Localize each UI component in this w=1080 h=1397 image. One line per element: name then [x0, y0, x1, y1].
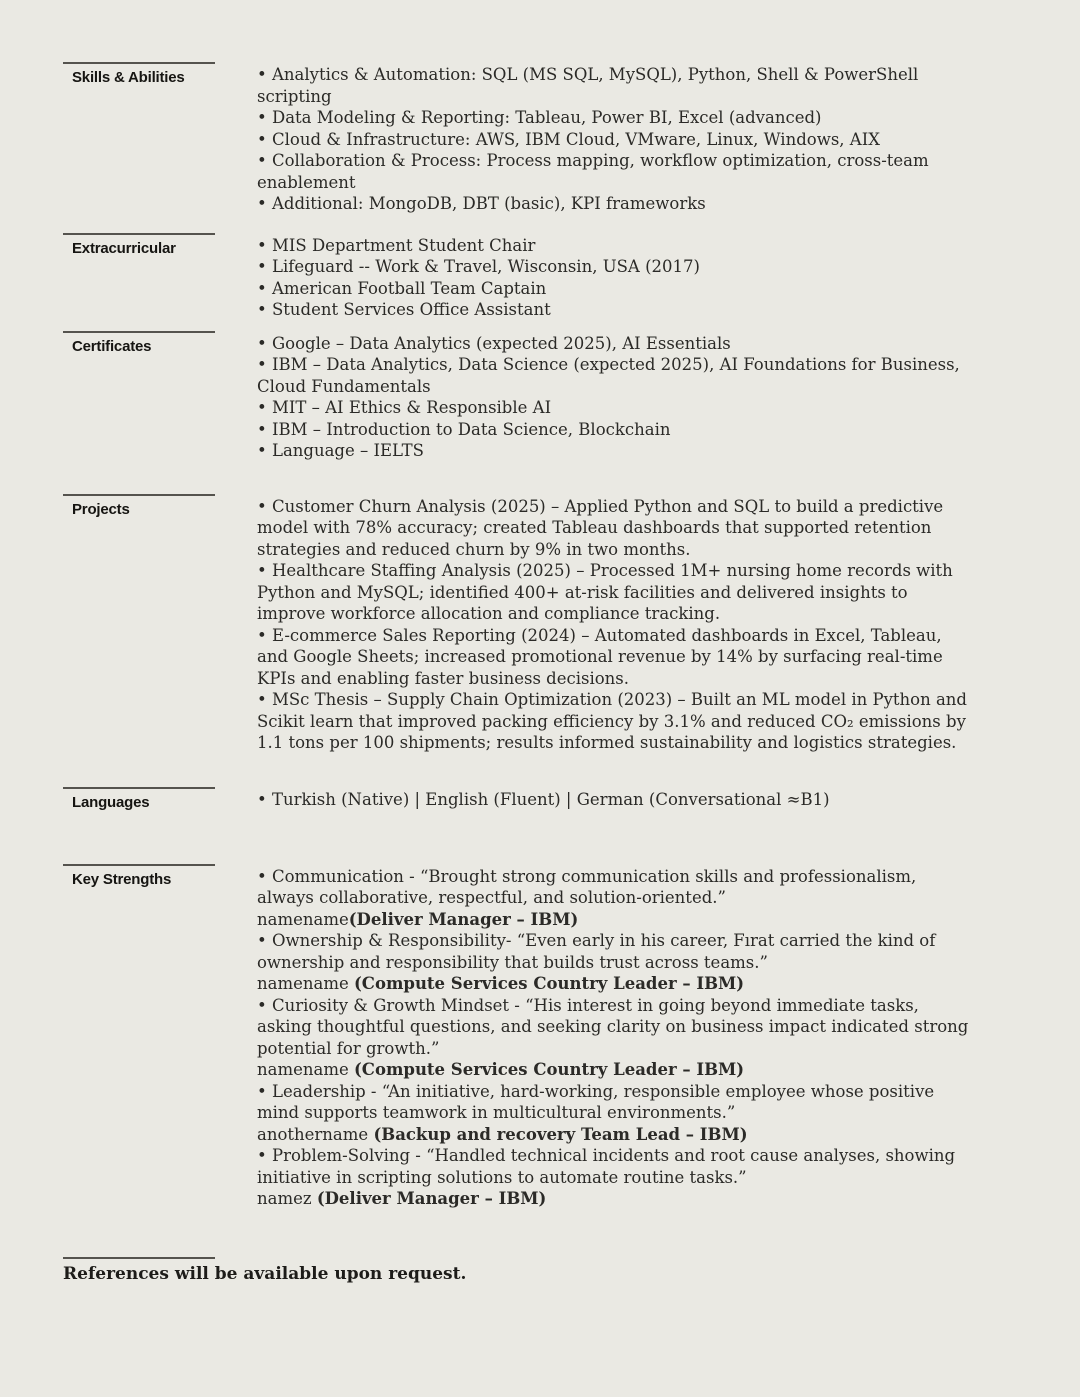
bullet-item: • MIT – AI Ethics & Responsible AI — [257, 398, 552, 417]
section-label: Extracurricular — [72, 239, 176, 257]
section-label: Key Strengths — [72, 870, 172, 888]
bullet-dot: • — [257, 625, 272, 645]
attribution-role: (Deliver Manager – IBM) — [348, 909, 579, 929]
references-rule — [63, 1257, 215, 1259]
bullet-dot: • — [257, 235, 272, 255]
section-label-column — [63, 331, 215, 356]
section-rule — [63, 787, 215, 789]
resume-section — [63, 864, 1035, 1210]
bullet-item: • Curiosity & Growth Mindset - “His interest in going beyond immediate tasks, asking thoughtful questions, and seeking clarity on business impact indicated strong potential for growth.” — [257, 995, 969, 1058]
section-content — [257, 233, 973, 321]
section-rule — [63, 233, 215, 235]
attribution-line — [257, 909, 973, 931]
attribution-name: anothername — [257, 1124, 374, 1144]
section-rule — [63, 62, 215, 64]
bullet-dot: • — [257, 441, 272, 460]
bullet-item: • MIS Department Student Chair — [257, 235, 536, 255]
attribution-role: (Compute Services Country Leader – IBM) — [354, 1060, 745, 1079]
section-content — [257, 494, 973, 754]
bullet-dot: • — [257, 300, 272, 319]
attribution-name: namez — [257, 1189, 317, 1208]
resume-section — [63, 787, 1035, 812]
resume-section — [63, 494, 1035, 754]
bullet-item: • Turkish (Native) | English (Fluent) | German (Conversational ≈B1) — [257, 789, 830, 809]
bullet-item: • Lifeguard -- Work & Travel, Wisconsin, USA (2017) — [257, 257, 700, 276]
section-label-column — [63, 864, 215, 889]
bullet-dot: • — [257, 1081, 272, 1101]
bullet-item: • Cloud & Infrastructure: AWS, IBM Cloud, VMware, Linux, Windows, AIX — [257, 129, 880, 149]
bullet-dot: • — [257, 278, 272, 298]
bullet-item: • E-commerce Sales Reporting (2024) – Automated dashboards in Excel, Tableau, and Google Sheets; increased promotional revenue by 14% by surfacing real-time KPIs and enabling faster business decisions. — [257, 625, 943, 688]
bullet-item: • Problem-Solving - “Handled technical incidents and root cause analyses, showing initiative in scripting solutions to automate routine tasks.” — [257, 1146, 956, 1187]
section-label: Skills & Abilities — [72, 69, 185, 86]
bullet-dot: • — [257, 995, 272, 1015]
section-content — [257, 864, 973, 1210]
section-rule — [63, 331, 215, 333]
bullet-item: • Communication - “Brought strong communication skills and professionalism, always collaborative, respectful, and solution-oriented.” — [257, 866, 917, 907]
resume-section — [63, 62, 1035, 215]
section-content — [257, 787, 973, 811]
section-label: Languages — [72, 793, 150, 811]
references-text: References will be available upon request. — [63, 1263, 467, 1284]
bullet-item: • Data Modeling & Reporting: Tableau, Power BI, Excel (advanced) — [257, 108, 822, 127]
attribution-line — [257, 973, 973, 995]
bullet-item: • Collaboration & Process: Process mapping, workflow optimization, cross-team enablement — [257, 151, 929, 192]
bullet-item: • Ownership & Responsibility- “Even early in his career, Fırat carried the kind of ownership and responsibility that builds trust across teams.” — [257, 931, 936, 972]
section-content — [257, 62, 973, 215]
section-rule — [63, 864, 215, 866]
attribution-line — [257, 1059, 973, 1081]
section-label-column — [63, 494, 215, 519]
bullet-dot: • — [257, 151, 272, 170]
bullet-item: • IBM – Introduction to Data Science, Blockchain — [257, 419, 671, 439]
bullet-dot: • — [257, 194, 272, 213]
bullet-item: • Google – Data Analytics (expected 2025), AI Essentials — [257, 333, 731, 353]
bullet-item: • Analytics & Automation: SQL (MS SQL, MySQL), Python, Shell & PowerShell scripting — [257, 65, 919, 106]
attribution-line — [257, 1124, 973, 1146]
bullet-dot: • — [257, 419, 272, 439]
bullet-dot: • — [257, 931, 272, 950]
bullet-item: • MSc Thesis – Supply Chain Optimization (2023) – Built an ML model in Python and Scikit learn that improved packing efficiency by 3.1% and reduced CO₂ emissions by 1.1 tons per 100 shipments; results informed sustainability and logistics strategies. — [257, 690, 967, 752]
bullet-dot: • — [257, 398, 272, 417]
bullet-item: • Customer Churn Analysis (2025) – Applied Python and SQL to build a predictive model with 78% accuracy; created Tableau dashboards that supported retention strategies and reduced churn by 9% in two months. — [257, 496, 944, 559]
attribution-name: namename — [257, 974, 354, 993]
bullet-item: • Language – IELTS — [257, 441, 424, 460]
section-label-column — [63, 787, 215, 812]
bullet-dot: • — [257, 866, 272, 886]
resume-sections — [63, 62, 1035, 1210]
resume-section — [63, 233, 1035, 321]
bullet-dot: • — [257, 355, 272, 374]
bullet-dot: • — [257, 257, 272, 276]
bullet-item: • IBM – Data Analytics, Data Science (expected 2025), AI Foundations for Business, Cloud Fundamentals — [257, 355, 960, 396]
attribution-role: (Compute Services Country Leader – IBM) — [354, 974, 745, 993]
bullet-dot: • — [257, 108, 272, 127]
bullet-item: • Student Services Office Assistant — [257, 300, 551, 319]
bullet-dot: • — [257, 690, 272, 709]
resume-section — [63, 331, 1035, 462]
bullet-item: • Leadership - “An initiative, hard-working, responsible employee whose positive mind supports teamwork in multicultural environments.” — [257, 1081, 935, 1122]
attribution-name: namename — [257, 909, 349, 929]
section-label-column — [63, 233, 215, 258]
bullet-dot: • — [257, 496, 272, 516]
section-label: Projects — [72, 500, 130, 518]
bullet-item: • Healthcare Staffing Analysis (2025) – Processed 1M+ nursing home records with Python and MySQL; identified 400+ at-risk facilities and delivered insights to improve workforce allocation and compliance tracking. — [257, 561, 953, 623]
section-label-column — [63, 62, 215, 87]
attribution-role: (Deliver Manager – IBM) — [316, 1189, 547, 1208]
bullet-item: • Additional: MongoDB, DBT (basic), KPI frameworks — [257, 194, 706, 213]
attribution-line — [257, 1188, 973, 1210]
bullet-dot: • — [257, 65, 272, 84]
attribution-name: namename — [257, 1060, 354, 1079]
bullet-dot: • — [257, 789, 272, 809]
section-label: Certificates — [72, 337, 152, 355]
attribution-role: (Backup and recovery Team Lead – IBM) — [373, 1124, 748, 1144]
bullet-dot: • — [257, 129, 272, 149]
bullet-dot: • — [257, 333, 272, 353]
section-rule — [63, 494, 215, 496]
bullet-dot: • — [257, 1146, 272, 1165]
section-content — [257, 331, 973, 462]
bullet-item: • American Football Team Captain — [257, 278, 547, 298]
bullet-dot: • — [257, 561, 272, 580]
references-section — [63, 1257, 1035, 1285]
